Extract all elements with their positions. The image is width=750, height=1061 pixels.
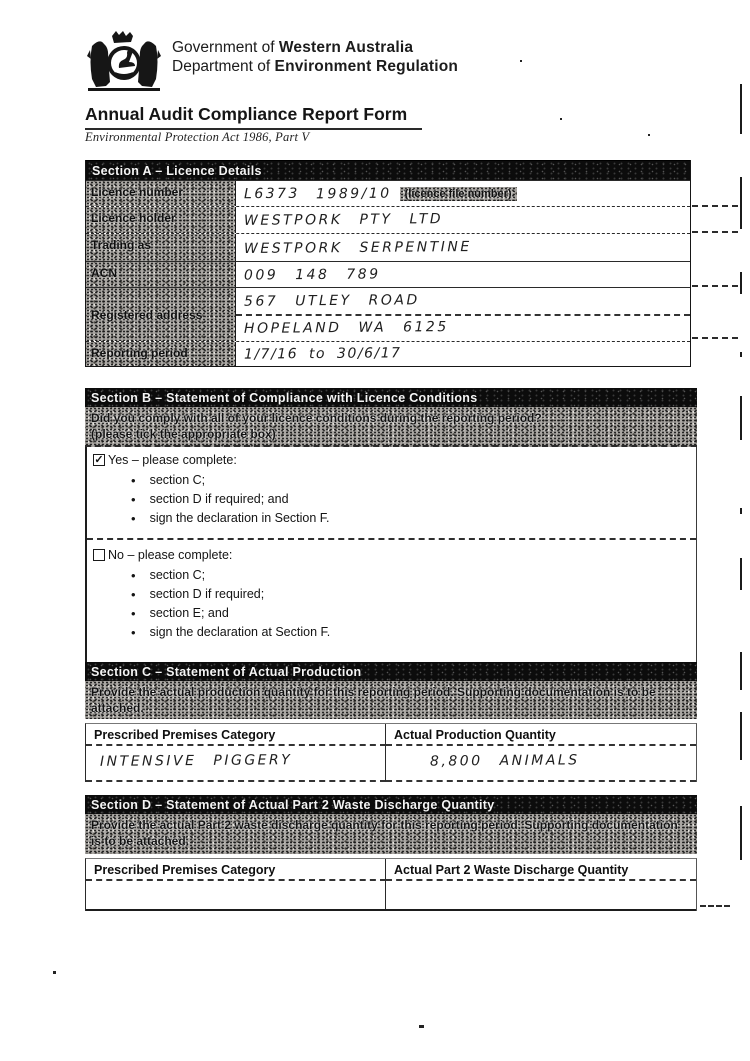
yes-option: [93, 453, 686, 467]
trading-as-label: Trading as: [86, 234, 236, 261]
section-d: [85, 795, 697, 911]
licence-number-label: Licence number: [86, 181, 236, 206]
premises-category-value: [86, 746, 386, 782]
no-bullet-2: • section D if required;: [131, 585, 686, 604]
section-a-heading: Section A – Licence Details: [86, 160, 690, 180]
scan-artifact: [740, 806, 742, 860]
trading-as-row: [86, 233, 690, 261]
acn-label: ACN: [86, 262, 236, 287]
no-checkbox[interactable]: [93, 549, 105, 561]
registered-address-line2-handwriting: HOPELAND WA 6125: [243, 319, 449, 338]
licence-number-value: [236, 181, 690, 206]
section-a: [85, 160, 691, 367]
production-quantity-value: [386, 746, 696, 782]
reporting-period-row: [86, 341, 690, 366]
scan-artifact: [740, 272, 742, 294]
section-d-table: [85, 858, 697, 911]
premises-category-handwriting: INTENSIVE PIGGERY: [99, 752, 293, 770]
form-subtitle: Environmental Protection Act 1986, Part V: [85, 130, 310, 144]
licence-number-handwriting: L6373: [243, 185, 301, 202]
scan-artifact: [692, 285, 738, 287]
section-d-heading: Section D – Statement of Actual Part 2 Waste Discharge Quantity: [85, 795, 697, 814]
scan-artifact: [692, 231, 738, 233]
no-bullet-1: • section C;: [131, 566, 686, 585]
licence-file-number-handwriting: 1989/10: [315, 185, 392, 202]
option-separator: [87, 538, 696, 540]
acn-value: [236, 262, 690, 287]
scan-speck: [648, 134, 650, 136]
reporting-period-value: [236, 342, 690, 366]
licence-holder-handwriting: WESTPORK PTY LTD: [243, 211, 444, 229]
reporting-period-handwriting: 1/7/16 to 30/6/17: [243, 345, 402, 363]
scan-artifact: [740, 558, 742, 590]
section-d-instruction: Provide the actual Part 2 waste discharge quantity for this reporting period. Supporting documentation is to be attached.: [85, 814, 697, 854]
trading-as-value: [236, 234, 690, 261]
section-c-table-values: [86, 746, 696, 782]
no-bullets: [131, 566, 686, 642]
government-letterhead: [172, 38, 458, 76]
scan-speck: [419, 1025, 424, 1028]
gov-line2: Department of Environment Regulation: [172, 58, 459, 75]
yes-bullet-1: • section C;: [131, 471, 686, 490]
form-title: Annual Audit Compliance Report Form: [85, 104, 422, 130]
no-label: No – please complete:: [108, 548, 233, 562]
section-d-table-empty-row: [86, 881, 696, 911]
section-b: [85, 388, 697, 668]
scan-speck: [560, 118, 562, 120]
scan-artifact: [700, 905, 730, 907]
licence-holder-row: [86, 206, 690, 233]
yes-bullets: [131, 471, 686, 528]
section-c-table: [85, 723, 697, 782]
acn-handwriting: 009 148 789: [243, 265, 381, 284]
registered-address-row: [86, 287, 690, 341]
scan-artifact: [740, 396, 742, 440]
reporting-period-label: Reporting period: [86, 342, 236, 366]
trading-as-handwriting: WESTPORK SERPENTINE: [243, 238, 472, 257]
no-bullet-4: • sign the declaration at Section F.: [131, 623, 686, 642]
scan-artifact: [740, 508, 742, 514]
yes-bullet-2: • section D if required; and: [131, 490, 686, 509]
yes-label: Yes – please complete:: [108, 453, 237, 467]
no-bullet-3: • section E; and: [131, 604, 686, 623]
scan-artifact: [740, 84, 742, 134]
registered-address-line1-handwriting: 567 UTLEY ROAD: [243, 291, 420, 310]
scan-artifact: [692, 337, 738, 339]
licence-file-number-note: (licence file number): [400, 187, 517, 201]
scan-speck: [520, 60, 522, 62]
registered-address-label: Registered address: [86, 288, 236, 341]
scan-artifact: [740, 352, 742, 357]
yes-checkbox[interactable]: ✓: [94, 453, 104, 466]
licence-holder-value: [236, 207, 690, 233]
section-c: [85, 662, 697, 782]
production-quantity-header: Actual Production Quantity: [386, 724, 696, 746]
registered-address-value: [236, 288, 690, 341]
waste-discharge-empty-cell: [386, 881, 696, 909]
yes-bullet-3: • sign the declaration in Section F.: [131, 509, 686, 528]
section-c-instruction: Provide the actual production quantity for this reporting period. Supporting documentation is to be attached.: [85, 681, 697, 719]
scan-artifact: [740, 177, 742, 229]
gov-line1: Government of Western Australia: [172, 39, 414, 56]
scan-speck: [53, 971, 56, 974]
waste-discharge-quantity-header: Actual Part 2 Waste Discharge Quantity: [386, 859, 696, 881]
section-c-heading: Section C – Statement of Actual Production: [85, 662, 697, 681]
acn-row: [86, 261, 690, 287]
question-line1: Did you comply with all of your licence conditions during the reporting period?: [91, 411, 542, 425]
section-b-options: [85, 447, 697, 668]
section-d-table-header: [86, 859, 696, 881]
section-b-question: [85, 407, 697, 447]
premises-category-header-d: Prescribed Premises Category: [86, 859, 386, 881]
licence-number-row: [86, 180, 690, 206]
section-c-table-header: [86, 724, 696, 746]
scan-artifact: [740, 652, 742, 690]
question-line2: (please tick the appropriate box): [91, 427, 276, 441]
premises-category-empty-cell: [86, 881, 386, 909]
no-option: [93, 548, 686, 562]
scan-artifact: [692, 205, 738, 207]
section-b-heading: Section B – Statement of Compliance with Licence Conditions: [85, 388, 697, 407]
premises-category-header: Prescribed Premises Category: [86, 724, 386, 746]
production-quantity-handwriting: 8,800 ANIMALS: [429, 752, 580, 770]
licence-holder-label: Licence holder: [86, 207, 236, 233]
scan-artifact: [740, 712, 742, 760]
wa-coat-of-arms-logo: [86, 30, 162, 96]
